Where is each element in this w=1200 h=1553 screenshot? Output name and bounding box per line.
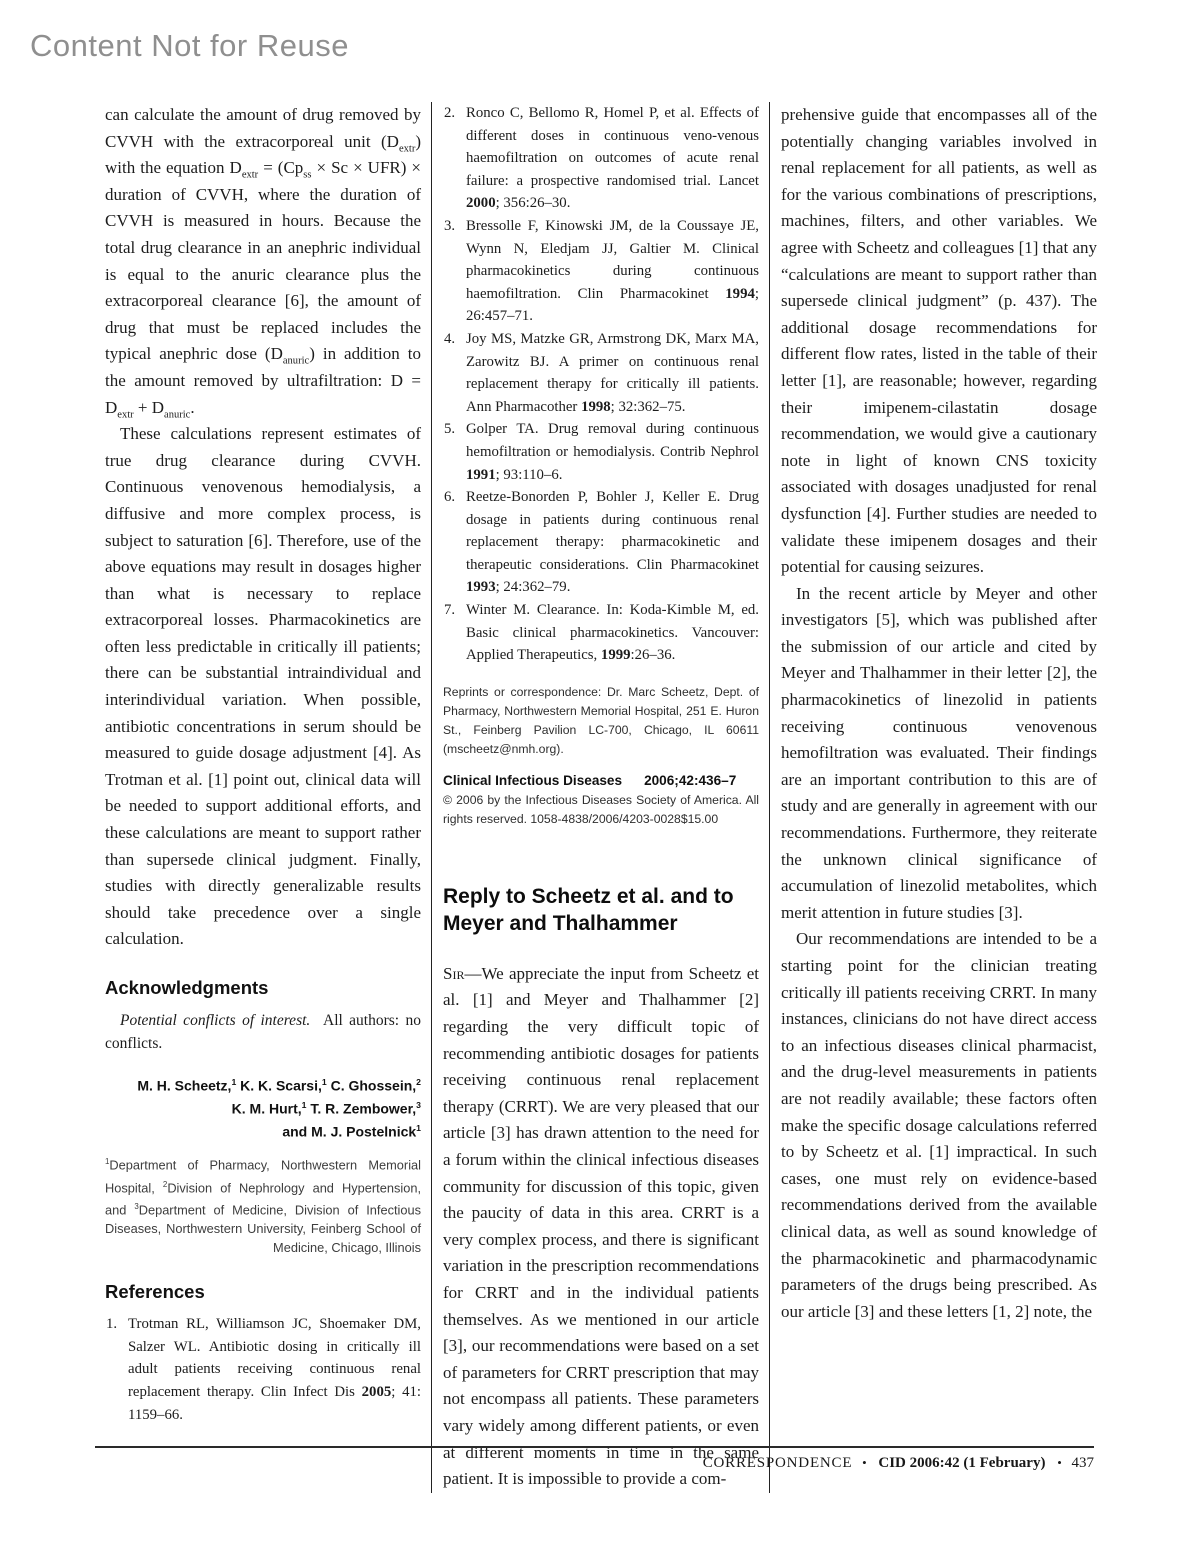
reference-item — [443, 486, 759, 599]
reference-number: 1. — [106, 1316, 118, 1333]
acknowledgments-heading: Acknowledgments — [105, 977, 269, 998]
copyright-notice: © 2006 by the Infectious Diseases Society of America. All rights reserved. 1058-4838/2006/4203-0028$15.00 — [443, 792, 759, 826]
reference-text: Reetze-Bonorden P, Bohler J, Keller E. Drug dosage in patients during continuous renal replacement therapy: pharmacokinetic and therapeutic considerations. Clin Pharmacokinet 1993; 24:362–79. — [466, 489, 759, 596]
author-affiliations: $^1$Department of Pharmacy, Northwestern Memorial Hospital, $^2$Division of Nephrology and Hypertension, and $^3$Department of Medicine, Division of Infectious Diseases, Northwestern University, Feinberg School of Medicine, Chicago, Illinois — [105, 1157, 421, 1256]
conflicts-of-interest-note: Potential conflicts of interest. All authors: no conflicts. — [105, 1012, 421, 1052]
reference-number: 2. — [444, 105, 456, 121]
journal-name: Clinical Infectious Diseases — [443, 772, 623, 788]
reply-letter-title: Reply to Scheetz et al. and to Meyer and Thalhammer — [443, 884, 734, 935]
reference-text: Golper TA. Drug removal during continuous hemofiltration or hemodialysis. Contrib Nephrol 1991; 93:110–6. — [466, 421, 759, 483]
body-paragraph: These calculations represent estimates of true drug clearance during CVVH. Continuous venovenous hemodialysis, a diffusive and more complex process, is subject to saturation [6]. Therefore, use of the above equations may result in dosages higher than what is necessary to replace extracorporeal losses. Pharmacokinetics are often less predictable in critically ill patients; there can be substantial intraindividual and interindividual variation. When possible, antibiotic concentrations in serum should be measured to guide dosage adjustment [4]. As Trotman et al. [1] point out, clinical data will be needed to support additional efforts, and these calculations are meant to support rather than supersede clinical judgment. Finally, studies with directly generalizable results should take precedence over a single calculation. — [105, 424, 421, 949]
content-columns — [105, 102, 1097, 1493]
page-footer — [95, 1446, 1094, 1472]
reprints-correspondence-note: Reprints or correspondence: Dr. Marc Scheetz, Dept. of Pharmacy, Northwestern Memorial Hospital, 251 E. Huron St., Feinberg Pavilion LC-700, Chicago, IL 60611 (mscheetz@nmh.org). — [443, 684, 759, 756]
journal-volume-pages: 2006;42:436–7 — [644, 772, 737, 788]
reference-item — [443, 328, 759, 418]
journal-citation-line — [443, 773, 759, 788]
reference-list — [105, 1313, 421, 1426]
author-list: M. H. Scheetz,$^1$ K. K. Scarsi,$^1$ C. Ghossein,$^2$ K. M. Hurt,$^1$ T. R. Zembower,$^3$ and M. J. Postelnick$^1$ — [137, 1077, 421, 1140]
body-paragraph: Sir—We appreciate the input from Scheetz et al. [1] and Meyer and Thalhammer [2] regarding the very difficult topic of recommending antibiotic dosages for patients receiving continuous renal replacement therapy (CRRT). We are very pleased that our article [3] has drawn attention to the need for a forum within the clinical infectious diseases community for discussion of this topic, given the paucity of data in this area. CRRT is a very complex process, and there is significant variation in the prescription recommendations for CRRT and in the individual patients themselves. As we mentioned in our article [3], our recommendations were based on a set of parameters for CRRT prescription that may not encompass all patients. These parameters vary widely among different patients, or even at different moments in time in the same patient. It is impossible to provide a com- — [443, 963, 759, 1489]
reference-item — [443, 418, 759, 486]
reference-item — [443, 599, 759, 667]
footer-journal-citation: CID 2006:42 (1 February) — [878, 1455, 1046, 1471]
column-2 — [431, 102, 759, 1493]
reference-text: Trotman RL, Williamson JC, Shoemaker DM, Salzer WL. Antibiotic dosing in critically ill adult patients receiving continuous renal replacement therapy. Clin Infect Dis 2005; 41: 1159–66. — [128, 1316, 421, 1423]
footer-page-number: 437 — [1071, 1455, 1094, 1471]
reference-number: 7. — [444, 602, 456, 619]
reference-item — [443, 102, 759, 215]
column-3 — [769, 102, 1097, 1493]
footer-separator: • — [1057, 1455, 1062, 1470]
reference-text: Joy MS, Matzke GR, Armstrong DK, Marx MA, Zarowitz BJ. A primer on continuous renal replacement therapy for critically ill patients. Ann Pharmacother 1998; 32:362–75. — [466, 330, 759, 415]
body-paragraph: prehensive guide that encompasses all of the potentially changing variables involved in renal replacement for all patients, as well as for the various combinations of prescriptions, machines, filters, and other variables. We agree with Scheetz and colleagues [1] that any “calculations are meant to support rather than supersede clinical judgment” (p. 437). The additional dosage recommendations for different flow rates, listed in the table of their letter [1], are reasonable; however, regarding their imipenem-cilastatin dosage recommendation, we would give a cautionary note in light of known CNS toxicity associated with dosages unadjusted for renal dysfunction [4]. Further studies are needed to validate these imipenem dosages and their potential for causing seizures. — [781, 105, 1097, 577]
reference-item — [443, 215, 759, 328]
footer-separator: • — [862, 1455, 867, 1470]
column-1 — [105, 102, 421, 1493]
reference-number: 3. — [444, 217, 456, 234]
watermark-text: Content Not for Reuse — [30, 28, 349, 63]
reference-number: 6. — [444, 489, 456, 506]
reference-number: 5. — [444, 421, 456, 438]
references-heading: References — [105, 1281, 205, 1303]
reference-list — [443, 102, 759, 667]
footer-section-label: CORRESPONDENCE — [702, 1455, 853, 1471]
reference-text: Winter M. Clearance. In: Koda-Kimble M, ed. Basic clinical pharmacokinetics. Vancouver: Applied Therapeutics, 1999:26–36. — [466, 602, 759, 664]
reference-text: Ronco C, Bellomo R, Homel P, et al. Effects of different doses in continuous veno-venous haemofiltration on outcomes of acute renal failure: a prospective randomised trial. Lancet 2000; 356:26–30. — [466, 105, 759, 212]
body-paragraph: Our recommendations are intended to be a starting point for the clinician treating critically ill patients receiving CRRT. In many instances, clinicians do not have direct access to an infectious diseases clinical pharmacist, and the drug-level measurements in patients are not readily available; these factors often make the specific dosage calculations referred to by Scheetz et al. [1] impractical. In such cases, one must rely on evidence-based recommendations derived from the available clinical data, as well as sound knowledge of the pharmacokinetic and pharmacodynamic parameters of the drugs being prescribed. As our article [3] and these letters [1, 2] note, the — [781, 929, 1097, 1321]
body-paragraph: In the recent article by Meyer and other investigators [5], which was published after the submission of our article and cited by Meyer and Thalhammer in their letter [2], the pharmacokinetics of linezolid in patients receiving continuous venovenous hemofiltration was evaluated. Their findings are an important contribution to this are of study and are generally in agreement with our recommendations. Furthermore, they reiterate the unknown clinical significance of accumulation of linezolid metabolites, which merit attention in future studies [3]. — [781, 583, 1097, 922]
reference-item — [105, 1313, 421, 1426]
reference-text: Bressolle F, Kinowski JM, de la Coussaye JE, Wynn N, Eledjam JJ, Galtier M. Clinical pharmacokinetics during continuous haemofiltration. Clin Pharmacokinet 1994; 26:457–71. — [466, 217, 759, 325]
body-paragraph: can calculate the amount of drug removed by CVVH with the extracorporeal unit $(D_{extr})$ with the equation $D_{extr} = (Cp_{ss} \times Sc \times UFR)$ × duration of CVVH, where the duration of CVVH is measured in hours. Because the total drug clearance in an anephric individual is equal to the anuric clearance plus the extracorporeal clearance [6], the amount of drug that must be replaced includes the typical anephric dose $(D_{anuric})$ in addition to the amount removed by ultrafiltration: $D = D_{extr} + D_{anuric}$. — [105, 105, 421, 420]
reference-number: 4. — [444, 330, 456, 347]
